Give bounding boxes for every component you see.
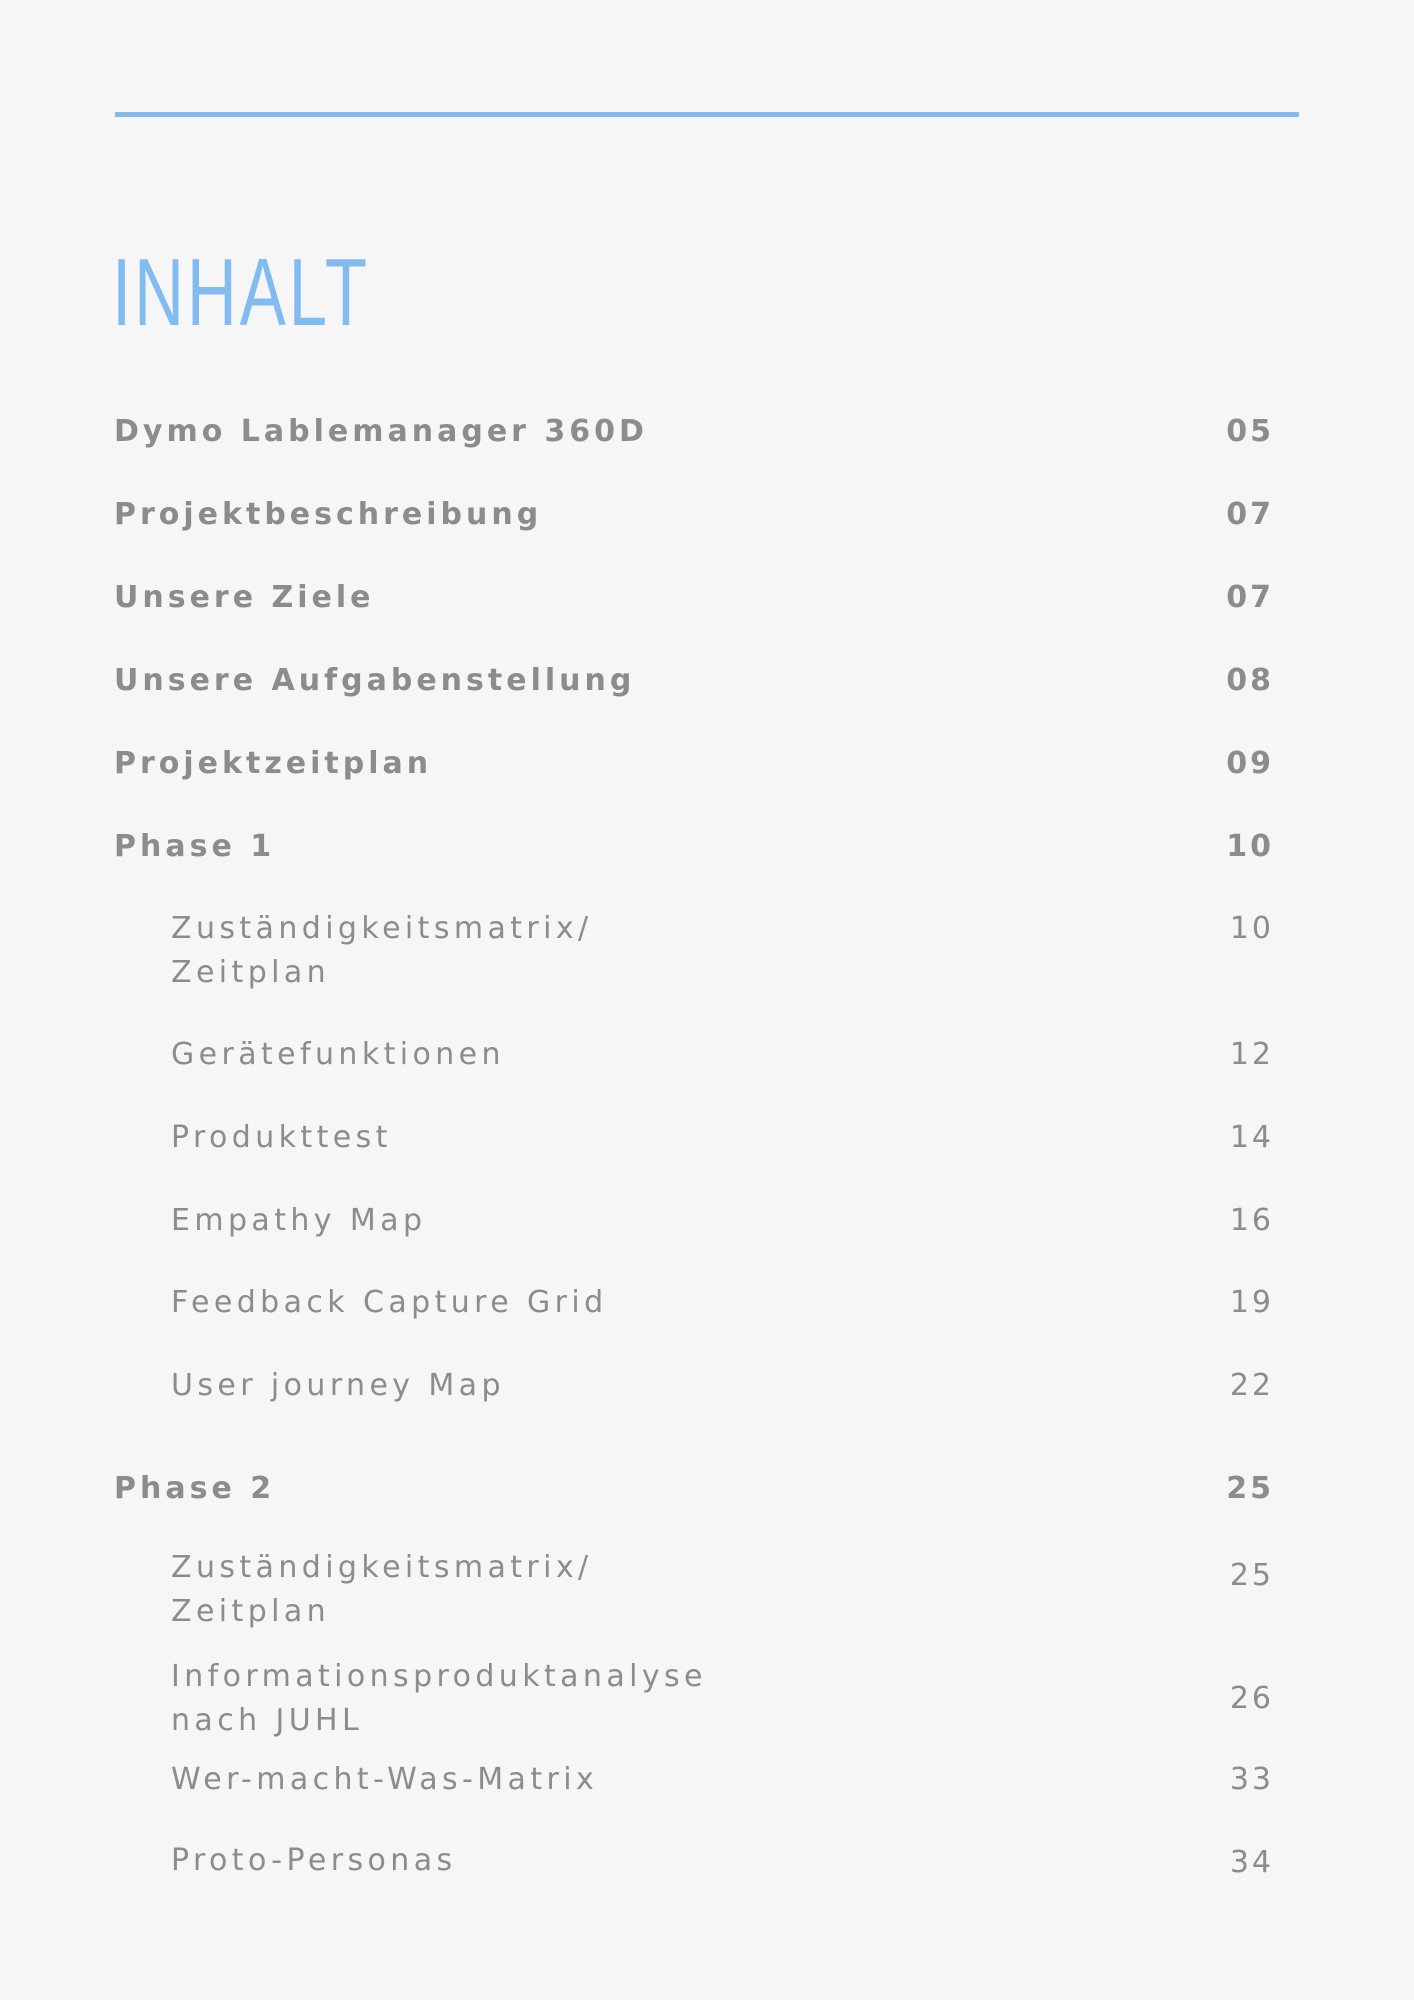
toc-entry-label-line: Zeitplan — [171, 1594, 331, 1629]
toc-entry-page: 09 — [1226, 746, 1274, 781]
toc-entry-label: Produkttest — [171, 1120, 392, 1155]
toc-entry-page: 16 — [1229, 1203, 1274, 1238]
toc-entry-page: 25 — [1229, 1558, 1274, 1593]
toc-entry-page: 22 — [1229, 1368, 1274, 1403]
toc-entry-label: User journey Map — [171, 1368, 505, 1403]
toc-entry-label: Projektbeschreibung — [114, 497, 543, 532]
toc-entry-label: Unsere Ziele — [114, 580, 375, 615]
toc-entry-page: 19 — [1229, 1285, 1274, 1320]
toc-entry-label-line: Zuständigkeitsmatrix/ — [171, 911, 593, 946]
toc-entry-page: 34 — [1229, 1845, 1274, 1880]
toc-entry-label-line: Zeitplan — [171, 955, 331, 990]
toc-entry-label: Gerätefunktionen — [171, 1037, 505, 1072]
toc-entry-label: Projektzeitplan — [114, 746, 433, 781]
toc-entry-label-line: Informationsproduktanalyse — [171, 1659, 707, 1694]
page-title: INHALT — [112, 239, 370, 346]
toc-entry-page: 08 — [1226, 663, 1274, 698]
toc-entry-label: Feedback Capture Grid — [171, 1285, 608, 1320]
toc-entry-label — [171, 1655, 707, 1743]
toc-entry-label: Phase 2 — [114, 1471, 276, 1506]
toc-entry-label: Proto-Personas — [171, 1843, 457, 1878]
toc-entry-label-line: Zuständigkeitsmatrix/ — [171, 1550, 593, 1585]
toc-entry-page: 07 — [1226, 497, 1274, 532]
toc-entry-label-line: nach JUHL — [171, 1703, 364, 1738]
toc-entry-page: 25 — [1226, 1471, 1274, 1506]
toc-entry-label: Empathy Map — [171, 1203, 427, 1238]
toc-entry-page: 14 — [1229, 1120, 1274, 1155]
toc-entry-page: 10 — [1226, 829, 1274, 864]
toc-entry-page: 26 — [1229, 1681, 1274, 1716]
toc-entry-page: 05 — [1226, 414, 1274, 449]
toc-entry-page: 07 — [1226, 580, 1274, 615]
toc-entry-label: Phase 1 — [114, 829, 276, 864]
toc-entry-label — [171, 907, 593, 995]
toc-entry-label: Wer-macht-Was-Matrix — [171, 1762, 599, 1797]
toc-entry-page: 33 — [1229, 1762, 1274, 1797]
toc-entry-label: Dymo Lablemanager 360D — [114, 414, 648, 449]
toc-entry-label — [171, 1546, 593, 1634]
toc-entry-page: 10 — [1229, 911, 1274, 946]
toc-entry-label: Unsere Aufgabenstellung — [114, 663, 636, 698]
top-divider — [115, 112, 1299, 117]
toc-entry-page: 12 — [1229, 1037, 1274, 1072]
